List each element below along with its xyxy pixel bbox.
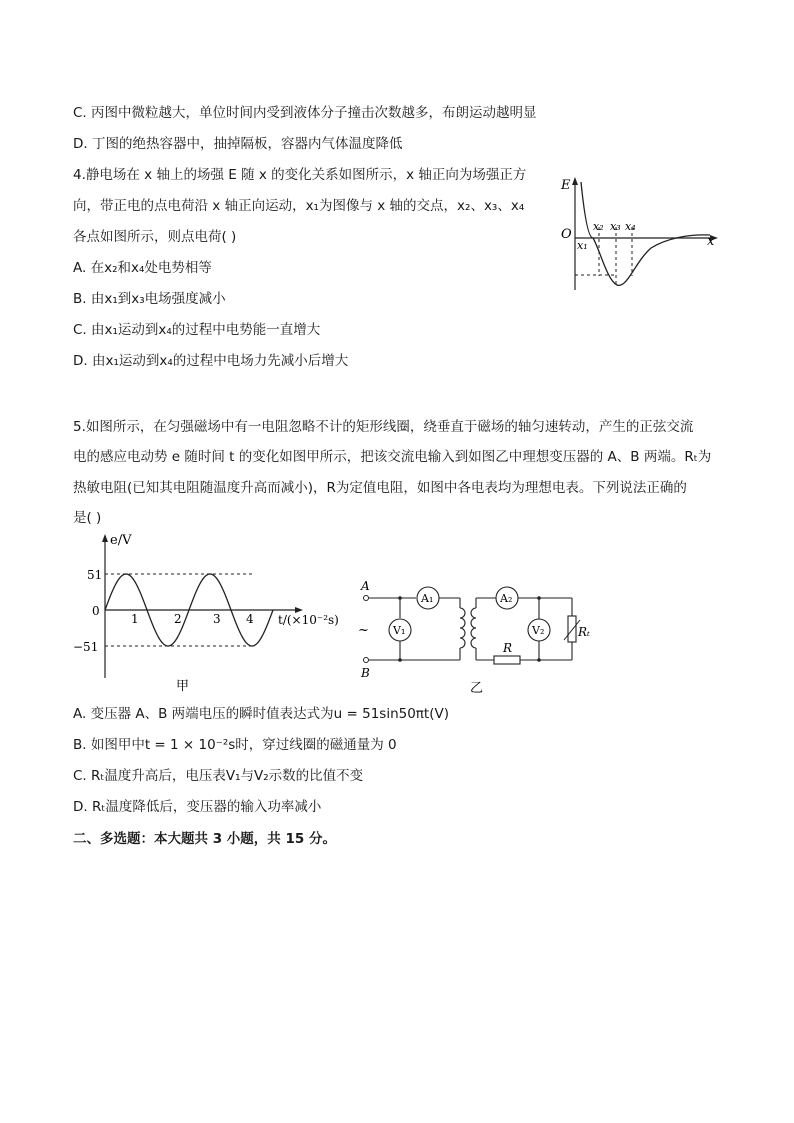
q4-option-a: A. 在x₂和x₄处电势相等 bbox=[73, 260, 212, 276]
terminal-b bbox=[364, 658, 369, 663]
resistor-r bbox=[494, 656, 520, 664]
terminal-a-label: A bbox=[361, 579, 370, 593]
q5-stem-line1: 5.如图所示，在匀强磁场中有一电阻忽略不计的矩形线圈，绕垂直于磁场的轴匀速转动，产生的正弦交流 bbox=[73, 419, 694, 435]
primary-coil bbox=[460, 608, 465, 648]
resistor-r-label: R bbox=[503, 641, 513, 655]
e-axis-arrow bbox=[572, 177, 578, 185]
section-2-heading: 二、多选题：本大题共 3 小题，共 15 分。 bbox=[73, 831, 336, 847]
q4-stem-line1: 4.静电场在 x 轴上的场强 E 随 x 的变化关系如图所示，x 轴正向为场强正方 bbox=[73, 167, 527, 183]
field-curve bbox=[581, 182, 710, 285]
q5-stem-line3: 热敏电阻(已知其电阻随温度升高而减小)，R为定值电阻，如图中各电表均为理想电表。下列说法正确的 bbox=[73, 480, 687, 496]
voltmeter-v1-label: V₁ bbox=[393, 624, 406, 637]
x-axis-label: x bbox=[707, 234, 715, 249]
chart-xlabel: t/(×10⁻²s) bbox=[278, 613, 339, 627]
q4-stem-line3: 各点如图所示，则点电荷( ) bbox=[73, 229, 237, 245]
terminal-a bbox=[364, 596, 369, 601]
q4-stem-line2: 向，带正电的点电荷沿 x 轴正向运动，x₁为图像与 x 轴的交点，x₂、x₃、x₄ bbox=[73, 198, 525, 214]
y-tick-zero: 0 bbox=[92, 604, 100, 618]
q4-option-d: D. 由x₁运动到x₄的过程中电场力先减小后增大 bbox=[73, 353, 349, 369]
thermistor-rt-label: Rₜ bbox=[578, 625, 590, 639]
q4-field-graph bbox=[555, 172, 725, 297]
q5-option-a: A. 变压器 A、B 两端电压的瞬时值表达式为u = 51sin50πt(V) bbox=[73, 706, 449, 722]
ammeter-a1-label: A₁ bbox=[421, 592, 434, 605]
q4-option-c: C. 由x₁运动到x₄的过程中电势能一直增大 bbox=[73, 322, 321, 338]
voltmeter-v2-label: V₂ bbox=[532, 624, 545, 637]
secondary-coil bbox=[471, 608, 476, 648]
x-tick-4: 4 bbox=[246, 612, 254, 626]
x-tick-2: 2 bbox=[174, 612, 182, 626]
y-tick-top: 51 bbox=[87, 568, 103, 582]
q5-stem-line4: 是( ) bbox=[73, 510, 102, 526]
x1-label: x₁ bbox=[577, 239, 588, 252]
q3-option-c: C. 丙图中微粒越大，单位时间内受到液体分子撞击次数越多，布朗运动越明显 bbox=[73, 105, 537, 121]
q3-option-d: D. 丁图的绝热容器中，抽掉隔板，容器内气体温度降低 bbox=[73, 136, 403, 152]
q5-option-c: C. Rₜ温度升高后，电压表V₁与V₂示数的比值不变 bbox=[73, 768, 364, 784]
q4-option-b: B. 由x₁到x₃电场强度减小 bbox=[73, 291, 226, 307]
x4-label: x₄ bbox=[625, 220, 636, 233]
y-tick-bottom: −51 bbox=[73, 640, 99, 654]
x2-label: x₂ bbox=[593, 220, 604, 233]
q5-option-b: B. 如图甲中t = 1 × 10⁻²s时，穿过线圈的磁通量为 0 bbox=[73, 737, 397, 753]
x-tick-1: 1 bbox=[131, 612, 139, 626]
y-axis-arrow bbox=[102, 534, 108, 542]
ac-source-symbol: ~ bbox=[358, 623, 369, 638]
x3-label: x₃ bbox=[610, 220, 621, 233]
ammeter-a2-label: A₂ bbox=[500, 592, 513, 605]
q5-option-d: D. Rₜ温度降低后，变压器的输入功率减小 bbox=[73, 799, 322, 815]
q5-emf-time-graph bbox=[70, 528, 350, 698]
origin-label: O bbox=[561, 227, 572, 242]
fig-jia-caption: 甲 bbox=[176, 679, 190, 694]
e-axis-label: E bbox=[561, 178, 571, 193]
terminal-b-label: B bbox=[361, 666, 370, 680]
chart-ylabel: e/V bbox=[110, 533, 132, 548]
x-tick-3: 3 bbox=[213, 612, 221, 626]
fig-yi-caption: 乙 bbox=[470, 681, 484, 696]
q5-transformer-circuit bbox=[352, 578, 602, 698]
thermistor-rt bbox=[568, 616, 576, 642]
q5-stem-line2: 电的感应电动势 e 随时间 t 的变化如图甲所示，把该交流电输入到如图乙中理想变压器的 A、B 两端。Rₜ为 bbox=[73, 449, 712, 465]
